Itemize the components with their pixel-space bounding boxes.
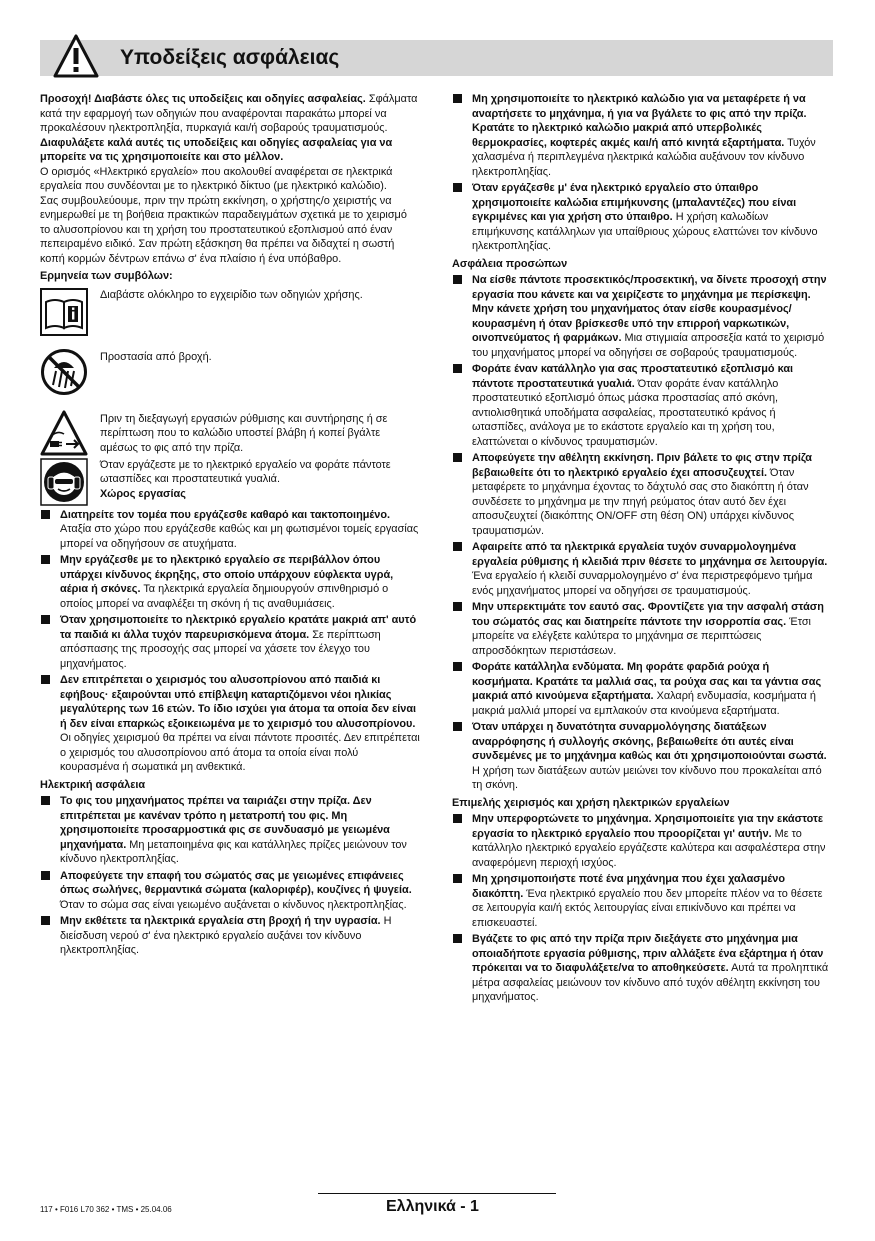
work-area-heading: Χώρος εργασίας [100, 487, 186, 500]
intro-paragraph-2: Διαφυλάξετε καλά αυτές τις υποδείξεις και οδηγίες ασφαλείας για να μπορείτε να τις χρησιμοποιείτε και στο μέλλον. [40, 136, 393, 163]
list-item: Φοράτε κατάλληλα ενδύματα. Μη φοράτε φαρδιά ρούχα ή κοσμήματα. Κρατάτε τα μαλλιά σας, τα ρούχα σας και τα γάντια σας μακριά από κινούμενα εξαρτήματα. Χαλαρή ενδυμασία, κοσμήματα ή μακριά μαλλιά μπορεί να εμπλακούν στα κινούμενα εξαρτήματα. [452, 660, 832, 718]
warning-triangle-icon [52, 33, 100, 79]
footer-divider [318, 1193, 556, 1194]
symbol-row-manual [40, 288, 420, 336]
list-item: Αφαιρείτε από τα ηλεκτρικά εργαλεία τυχόν συναρμολογημένα εργαλεία ρύθμισης ή κλειδιά πριν θέσετε το μηχάνημα σε λειτουργία. Ένα εργαλείο ή κλειδί συναρμολογημένο σ' ένα περιστρεφόμενο τμήμα ενός μηχανήματος μπορεί να οδηγήσει σε τραυματισμούς. [452, 540, 832, 598]
footer-page-number: Ελληνικά - 1 [386, 1198, 479, 1215]
symbol-text-rain: Προστασία από βροχή. [100, 350, 212, 363]
list-item: Αποφεύγετε την αθέλητη εκκίνηση. Πριν βάλετε το φις στην πρίζα βεβαιωθείτε ότι το ηλεκτρικό εργαλείο έχει αποσυζευχτεί. Όταν μεταφέρετε το μηχάνημα έχοντας το δάχτυλό σας στο διακόπτη ή όταν συνδέσετε το μηχάνημα με την πηγή ρεύματος όταν αυτό δεν έχει αποσυζευχτεί (διακόπτης ON/OFF στη θέση ON) υπάρχει κίνδυνος τραυματισμών. [452, 451, 832, 538]
list-item: Όταν χρησιμοποιείτε το ηλεκτρικό εργαλείο κρατάτε μακριά απ' αυτό τα παιδιά κι άλλα τυχόν παρευρισκόμενα άτομα. Σε περίπτωση απόσπασης της προσοχής σας μπορεί να χάσετε τον έλεγχο του μηχανήματος. [40, 613, 420, 671]
list-item: Μη χρησιμοποιείτε το ηλεκτρικό καλώδιο για να μεταφέρετε ή να αναρτήσετε το μηχάνημα, ή για να βγάλετε το φις από την πρίζα. Κρατάτε το ηλεκτρικό καλώδιο μακριά από υπερβολικές θερμοκρασίες, κοφτερές ακμές και/ή από κινητά εξαρτήματα. Τυχόν χαλασμένα ή περιπλεγμένα ηλεκτρικά καλώδια αυξάνουν τον κίνδυνο ηλεκτροπληξίας. [452, 92, 832, 179]
list-item: Μην εκθέτετε τα ηλεκτρικά εργαλεία στη βροχή ή την υγρασία. Η διείσδυση νερού σ' ένα ηλεκτρικό εργαλείο αυξάνει τον κίνδυνο ηλεκτροπληξίας. [40, 914, 420, 958]
tool-care-heading: Επιμελής χειρισμός και χρήση ηλεκτρικών εργαλείων [452, 796, 730, 809]
list-item: Να είσθε πάντοτε προσεκτικός/προσεκτική, να δίνετε προσοχή στην εργασία που κάνετε και να χειρίζεστε το μηχάνημα με περίσκεψη. Μην κάνετε χρήση του μηχανήματος όταν είσθε κουρασμένος/κουρασμένη ή όταν βρίσκεσθε υπό την επιρροή ναρκωτικών, οινοπνεύματος ή φαρμάκων. Μια στιγμιαία απροσεξία κατά το χειρισμό του μηχανήματος μπορεί να οδηγήσει σε σοβαρούς τραυματισμούς. [452, 273, 832, 360]
symbol-row-protection [40, 458, 420, 506]
personal-safety-heading: Ασφάλεια προσώπων [452, 257, 568, 270]
page-title: Υποδείξεις ασφάλειας [120, 46, 340, 69]
list-item: Αποφεύγετε την επαφή του σώματός σας με γειωμένες επιφάνειες όπως σωλήνες, θερμαντικά σώματα (καλοριφέρ), κουζίνες ή ψυγεία. Όταν το σώμα σας είναι γειωμένο αυξάνεται ο κίνδυνος ηλεκτροπληξίας. [40, 869, 420, 913]
symbols-heading: Ερμηνεία των συμβόλων: [40, 270, 173, 282]
symbol-row-unplug [40, 410, 420, 458]
list-item: Όταν εργάζεσθε μ' ένα ηλεκτρικό εργαλείο στο ύπαιθρο χρησιμοποιείτε καλώδια επιμήκυνσης (μπαλαντέζες) που είναι εγκριμένες και για χρήση στο ύπαιθρο. Η χρήση καλωδίων επιμήκυνσης κατάλληλων για υπαίθριους χώρους ελαττώνει τον κίνδυνο ηλεκτροπληξίας. [452, 181, 832, 254]
list-item: Φοράτε έναν κατάλληλο για σας προστατευτικό εξοπλισμό και πάντοτε προστατευτικά γυαλιά. Όταν φοράτε έναν κατάλληλο προστατευτικό εξοπλισμό όπως μάσκα προστασίας από σκόνη, αντιολισθητικά υποδήματα ασφαλείας, προστατευτικό κράνος ή ωτασπίδες, ανάλογα με το εκάστοτε εργαλείο και τη χρήση του, ελαττώνεται ο κίνδυνος τραυματισμών. [452, 362, 832, 449]
intro-paragraph-1: Προσοχή! Διαβάστε όλες τις υποδείξεις και οδηγίες ασφαλείας. Σφάλματα κατά την εφαρμογή των οδηγιών που αναφέρονται παρακάτω μπορεί να προκαλέσουν ηλεκτροπληξία, πυρκαγιά και/ή σοβαρούς τραυματισμούς. [40, 93, 418, 134]
rain-protection-icon [40, 348, 88, 396]
list-item: Μην υπερφορτώνετε το μηχάνημα. Χρησιμοποιείτε για την εκάστοτε εργασία το ηλεκτρικό εργαλείο που προορίζεται γι' αυτήν. Με το κατάλληλο ηλεκτρικό εργαλείο εργάζεστε καλύτερα και ασφαλέστερα στην αναφερόμενη περιοχή ισχύος. [452, 812, 832, 870]
list-item: Βγάζετε το φις από την πρίζα πριν διεξάγετε στο μηχάνημα μια οποιαδήποτε εργασία ρύθμισης, πριν αλλάξετε ένα εξάρτημα ή όταν πρόκειται να το διαφυλάξετε/να το αποθηκεύσετε. Αυτά τα προληπτικά μέτρα ασφαλείας μειώνουν τον κίνδυνο από τυχόν αθέλητη εκκίνηση του μηχανήματος. [452, 932, 832, 1005]
list-item: Το φις του μηχανήματος πρέπει να ταιριάζει στην πρίζα. Δεν επιτρέπεται με κανέναν τρόπο η μετατροπή του φις. Μη χρησιμοποιείτε προσαρμοστικά φις σε συνδυασμό με γειωμένα μηχανήματα. Μη μεταποιημένα φις και κατάλληλες πρίζες μειώνουν τον κίνδυνο ηλεκτροπληξίας. [40, 794, 420, 867]
left-column [40, 92, 420, 958]
list-item: Μην εργάζεσθε με το ηλεκτρικό εργαλείο σε περιβάλλον όπου υπάρχει κίνδυνος έκρηξης, στο οποίο υπάρχουν εύφλεκτα υγρά, αέρια ή σκόνες. Τα ηλεκτρικά εργαλεία δημιουργούν σπινθηρισμό ο οποίος μπορεί να αναφλέξει τη σκόνη ή τις αναθυμιάσεις. [40, 553, 420, 611]
list-item: Μην υπερεκτιμάτε τον εαυτό σας. Φροντίζετε για την ασφαλή στάση του σώματός σας και διατηρείτε πάντοτε την ισορροπία σας. Έτσι μπορείτε να ελέγξετε καλύτερα το μηχάνημα σε περιπτώσεις απροσδόκητων περιστάσεων. [452, 600, 832, 658]
symbol-text-manual: Διαβάστε ολόκληρο το εγχειρίδιο των οδηγιών χρήσης. [100, 288, 363, 301]
symbol-row-rain [40, 348, 420, 396]
intro-paragraph-4: Σας συμβουλεύουμε, πριν την πρώτη εκκίνηση, ο χρήστης/ο χειριστής να ενημερωθεί με τη βοήθεια πρακτικών παραδειγμάτων σχετικά με το χειρισμό το αλυσοπρίονου και τη χρήση του προστατευτικού εξοπλισμού από έναν πεπειραμένο ειδικό. Σαν πρώτη εξάσκηση θα πρέπει να διδαχτεί η σωστή κοπή κορμών δέντρων επάνω σ' ένα πλαίσιο ή ένα υπόβαθρο. [40, 194, 407, 265]
read-manual-icon [40, 288, 88, 336]
right-column [452, 92, 832, 1005]
list-item: Δεν επιτρέπεται ο χειρισμός του αλυσοπρίονου από παιδιά κι εφήβους· εξαιρούνται υπό επίβλεψη καταρτιζόμενοι νέοι ηλικίας μεγαλύτερης των 16 ετών. Το ίδιο ισχύει για άτομα τα οποία δεν είναι ή δεν είναι επαρκώς εξοικειωμένα με το χειρισμό του αλυσοπρίονου. Οι οδηγίες χειρισμού θα πρέπει να είναι πάντοτε προσιτές. Δεν επιτρέπεται ο χειρισμός του αλυσοπρίονου από άτομα τα οποία είναι πολύ κουρασμένα ή σωματικά μη ανθεκτικά. [40, 673, 420, 775]
list-item: Όταν υπάρχει η δυνατότητα συναρμολόγησης διατάξεων αναρρόφησης ή συλλογής σκόνης, βεβαιωθείτε ότι αυτές είναι συνδεμένες με το μηχάνημα καθώς και ότι χρησιμοποιούνται σωστά. Η χρήση των διατάξεων αυτών μειώνει τον κίνδυνο που προκαλείται από τη σκόνη. [452, 720, 832, 793]
electrical-safety-heading: Ηλεκτρική ασφάλεια [40, 778, 146, 791]
unplug-icon [40, 410, 88, 458]
symbol-text-unplug: Πριν τη διεξαγωγή εργασιών ρύθμισης και συντήρησης ή σε περίπτωση που το καλώδιο υποστεί βλάβη ή κοπεί βγάλτε αμέσως το φις από την πρίζα. [100, 412, 388, 454]
ear-eye-protection-icon [40, 458, 88, 506]
list-item: Μη χρησιμοποιήστε ποτέ ένα μηχάνημα που έχει χαλασμένο διακόπτη. Ένα ηλεκτρικό εργαλείο που δεν μπορείτε πλέον να το θέσετε σε λειτουργία και/ή εκτός λειτουργίας είναι επικίνδυνο και πρέπει να επισκευαστεί. [452, 872, 832, 930]
symbol-text-protection: Όταν εργάζεστε με το ηλεκτρικό εργαλείο να φοράτε πάντοτε ωτασπίδες και προστατευτικά γυαλιά. Χώρος εργασίας [100, 458, 420, 502]
intro-paragraph-3: Ο ορισμός «Ηλεκτρικό εργαλείο» που ακολουθεί αναφέρεται σε ηλεκτρικά εργαλεία που συνδέονται με το ηλεκτρικό δίκτυο (με ηλεκτρικό καλώδιο). [40, 165, 393, 192]
list-item: Διατηρείτε τον τομέα που εργάζεσθε καθαρό και τακτοποιημένο. Αταξία στο χώρο που εργάζεσθε καθώς και μη φωτισμένοι τομείς εργασίας μπορεί να οδηγήσουν σε ατυχήματα. [40, 508, 420, 552]
footer-doc-code: 117 • F016 L70 362 • TMS • 25.04.06 [40, 1205, 172, 1214]
